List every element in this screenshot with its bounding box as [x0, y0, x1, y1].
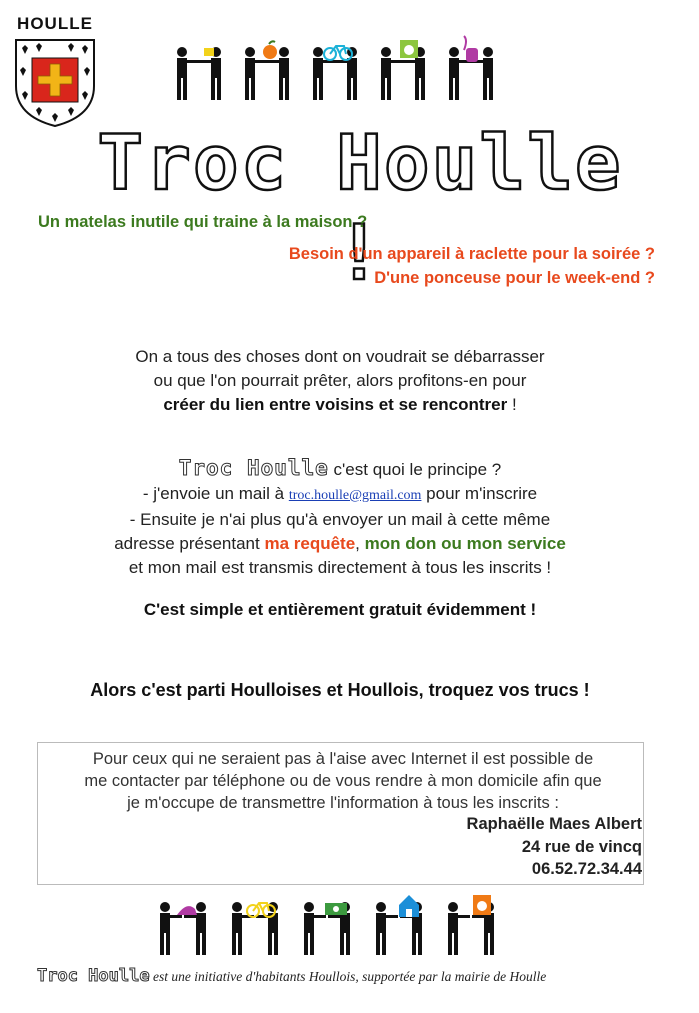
footer-text: est une initiative d'habitants Houllois, supportée par la mairie de Houlle — [149, 969, 547, 984]
intro-paragraph — [40, 345, 640, 417]
person-figure — [335, 47, 357, 100]
email-link[interactable]: troc.houlle@gmail.com — [288, 488, 422, 503]
contact-phone: 06.52.72.34.44 — [531, 860, 642, 878]
house-icon — [399, 895, 419, 917]
principle-text: - j'envoie un mail à — [142, 484, 289, 503]
washing-machine-icon — [473, 895, 491, 915]
contact-name: Raphaëlle Maes Albert — [466, 815, 642, 833]
people-exchange-illustration-bottom — [155, 885, 520, 965]
principle-line — [40, 456, 640, 482]
people-exchange-illustration-top — [170, 30, 515, 110]
contact-text — [44, 748, 642, 814]
intro-end: ! — [507, 395, 517, 414]
principle-line — [40, 532, 640, 556]
intro-line: ou que l'on pourrait prêter, alors profitons-en pour — [153, 371, 527, 390]
objects-bottom — [177, 895, 491, 917]
person-figure — [160, 902, 182, 955]
question-mattress: Un matelas inutile qui traine à la maison ? — [38, 213, 368, 231]
houlle-crest-icon — [12, 36, 98, 128]
person-figure — [448, 902, 470, 955]
intro-line — [40, 393, 640, 417]
person-figure — [376, 902, 398, 955]
footer — [37, 966, 677, 986]
principle-line: - Ensuite je n'ai plus qu'à envoyer un mail à cette même — [129, 510, 551, 529]
intro-line: On a tous des choses dont on voudrait se débarrasser — [135, 347, 545, 366]
orange-fruit-icon — [263, 45, 277, 59]
contact-line: me contacter par téléphone ou de vous rendre à mon domicile afin que — [84, 772, 602, 790]
contact-line: Pour ceux qui ne seraient pas à l'aise avec Internet il est possible de — [92, 750, 594, 768]
question-raclette: Besoin d'un appareil à raclette pour la soirée ? — [288, 245, 655, 263]
person-figure — [177, 47, 199, 100]
gift-emphasis: mon don ou mon service — [364, 534, 566, 553]
crest-label: HOULLE — [17, 14, 93, 33]
page-title: Troc Houlle ! — [97, 118, 623, 297]
washing-machine-icon — [400, 40, 418, 58]
brand-name: Troc Houlle — [178, 456, 329, 480]
principle-text: pour m'inscrire — [421, 484, 538, 503]
intro-emphasis: créer du lien entre voisins et se rencontrer — [163, 395, 508, 414]
principle-line: et mon mail est transmis directement à tous les inscrits ! — [128, 558, 552, 577]
principle-line — [40, 482, 640, 508]
principle-question: c'est quoi le principe ? — [328, 460, 502, 479]
request-emphasis: ma requête — [264, 534, 356, 553]
question-sander: D'une ponceuse pour le week-end ? — [374, 269, 655, 287]
contact-street: 24 rue de vincq — [521, 838, 642, 856]
call-to-action: Alors c'est parti Houlloises et Houllois, troquez vos trucs ! — [90, 680, 590, 700]
free-statement: C'est simple et entièrement gratuit évidemment ! — [143, 600, 537, 619]
footer-brand: Troc Houlle — [37, 966, 150, 986]
money-icon — [325, 903, 347, 915]
person-figure — [381, 47, 403, 100]
separator: , — [355, 534, 365, 553]
vacuum-icon — [464, 36, 478, 62]
person-figure — [304, 902, 326, 955]
principle-text: adresse présentant — [114, 534, 265, 553]
principle-section — [40, 456, 640, 580]
contact-line: je m'occupe de transmettre l'information à tous les inscrits : — [127, 794, 559, 812]
person-figure — [232, 902, 254, 955]
shoe-icon — [177, 906, 197, 915]
